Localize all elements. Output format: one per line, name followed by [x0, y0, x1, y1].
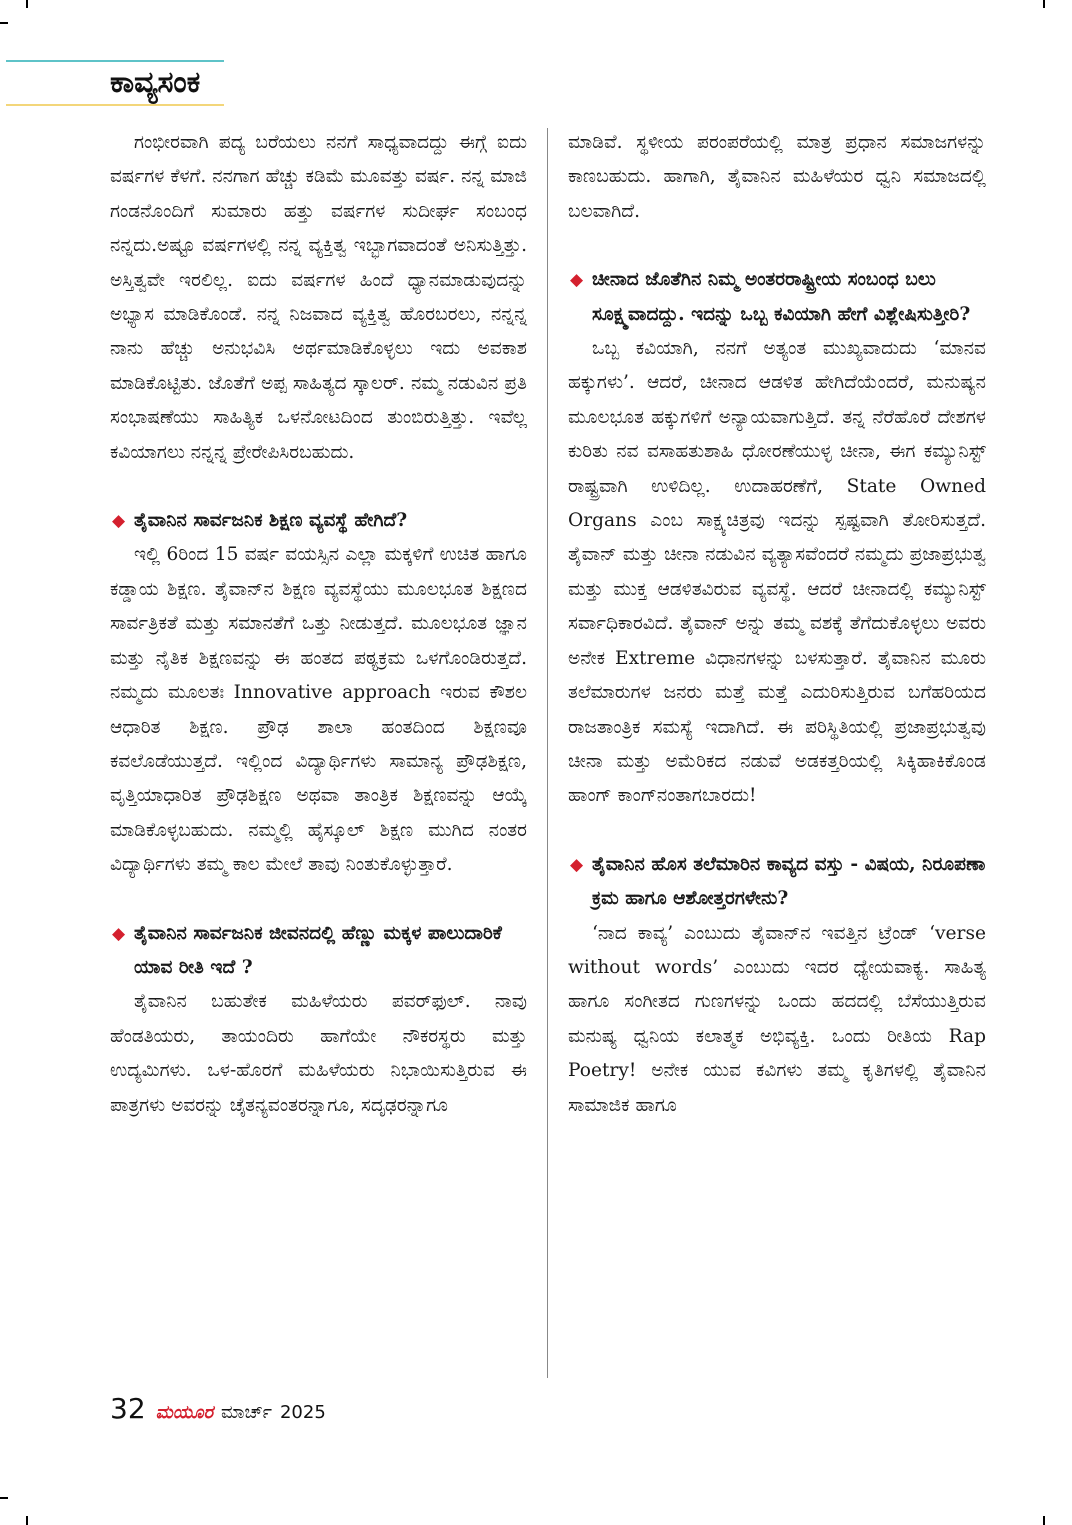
page-footer — [110, 1392, 326, 1432]
crop-mark — [1043, 1516, 1045, 1525]
answer-paragraph: ಇಲ್ಲಿ 6ರಿಂದ 15 ವರ್ಷ ವಯಸ್ಸಿನ ಎಲ್ಲಾ ಮಕ್ಕಳಿಗೆ ಉಚಿತ ಹಾಗೂ ಕಡ್ಡಾಯ ಶಿಕ್ಷಣ. ತೈವಾನ್‌ನ ಶಿಕ್ಷಣ ವ್ಯವಸ್ಥೆಯು ಮೂಲಭೂತ ಶಿಕ್ಷಣದ ಸಾರ್ವತ್ರಿಕತೆ ಮತ್ತು ಸಮಾನತೆಗೆ ಒತ್ತು ನೀಡುತ್ತದೆ. ಮೂಲಭೂತ ಜ್ಞಾನ ಮತ್ತು ನೈತಿಕ ಶಿಕ್ಷಣವನ್ನು ಈ ಹಂತದ ಪಠ್ಯಕ್ರಮ ಒಳಗೊಂಡಿರುತ್ತದೆ. ನಮ್ಮದು ಮೂಲತಃ Innovative approach ಇರುವ ಕೌಶಲ ಆಧಾರಿತ ಶಿಕ್ಷಣ. ಪ್ರೌಢ ಶಾಲಾ ಹಂತದಿಂದ ಶಿಕ್ಷಣವೂ ಕವಲೊಡೆಯುತ್ತದೆ. ಇಲ್ಲಿಂದ ವಿದ್ಯಾರ್ಥಿಗಳು ಸಾಮಾನ್ಯ ಪ್ರೌಢಶಿಕ್ಷಣ, ವೃತ್ತಿಯಾಧಾರಿತ ಪ್ರೌಢಶಿಕ್ಷಣ ಅಥವಾ ತಾಂತ್ರಿಕ ಶಿಕ್ಷಣವನ್ನು ಆಯ್ಕೆ ಮಾಡಿಕೊಳ್ಳಬಹುದು. ನಮ್ಮಲ್ಲಿ ಹೈಸ್ಕೂಲ್ ಶಿಕ್ಷಣ ಮುಗಿದ ನಂತರ ವಿದ್ಯಾರ್ಥಿಗಳು ತಮ್ಮ ಕಾಲ ಮೇಲೆ ತಾವು ನಿಂತುಕೊಳ್ಳುತ್ತಾರೆ. — [110, 544, 527, 876]
answer-paragraph-continued: ಮಾಡಿವೆ. ಸ್ಥಳೀಯ ಪರಂಪರೆಯಲ್ಲಿ ಮಾತ್ರ ಪ್ರಧಾನ ಸಮಾಜಗಳನ್ನು ಕಾಣಬಹುದು. ಹಾಗಾಗಿ, ತೈವಾನಿನ ಮಹಿಳೆಯರ ಧ್ವನಿ ಸಮಾಜದಲ್ಲಿ ಬಲವಾಗಿದೆ. — [568, 132, 986, 222]
question-heading — [568, 263, 986, 332]
question-heading — [568, 848, 986, 917]
crop-mark — [26, 0, 28, 8]
crop-mark — [26, 1516, 28, 1525]
page-number: 32 — [110, 1392, 146, 1425]
diamond-bullet-icon: ◆ — [570, 854, 584, 875]
question-text: ತೈವಾನಿನ ಸಾರ್ವಜನಿಕ ಶಿಕ್ಷಣ ವ್ಯವಸ್ಥೆ ಹೇಗಿದೆ? — [134, 510, 408, 532]
diamond-bullet-icon: ◆ — [112, 511, 126, 532]
issue-year: 2025 — [279, 1402, 326, 1423]
header-rule-bottom — [6, 104, 224, 106]
issue-month: ಮಾರ್ಚ್ — [221, 1402, 272, 1423]
question-heading — [110, 504, 527, 538]
crop-mark — [1043, 0, 1045, 8]
question-text: ತೈವಾನಿನ ಸಾರ್ವಜನಿಕ ಜೀವನದಲ್ಲಿ ಹೆಣ್ಣು ಮಕ್ಕಳ ಪಾಲುದಾರಿಕೆ ಯಾವ ರೀತಿ ಇದೆ ? — [134, 922, 502, 978]
left-column — [110, 126, 527, 1123]
right-column — [568, 126, 986, 1123]
answer-paragraph: ತೈವಾನಿನ ಬಹುತೇಕ ಮಹಿಳೆಯರು ಪವರ್‌ಫುಲ್. ನಾವು ಹೆಂಡತಿಯರು, ತಾಯಂದಿರು ಹಾಗೆಯೇ ನೌಕರಸ್ಥರು ಮತ್ತು ಉದ್ಯಮಿಗಳು. ಒಳ-ಹೊರಗೆ ಮಹಿಳೆಯರು ನಿಭಾಯಿಸುತ್ತಿರುವ ಈ ಪಾತ್ರಗಳು ಅವರನ್ನು ಚೈತನ್ಯವಂತರನ್ನಾಗೂ, ಸದೃಢರನ್ನಾಗೂ — [110, 991, 527, 1116]
answer-paragraph: ‘ನಾದ ಕಾವ್ಯ’ ಎಂಬುದು ತೈವಾನ್‌ನ ಇವತ್ತಿನ ಟ್ರೆಂಡ್ ‘verse without words’ ಎಂಬುದು ಇದರ ಧ್ಯೇಯವಾಕ್ಯ. ಸಾಹಿತ್ಯ ಹಾಗೂ ಸಂಗೀತದ ಗುಣಗಳನ್ನು ಒಂದು ಹದದಲ್ಲಿ ಬೆಸೆಯುತ್ತಿರುವ ಮನುಷ್ಯ ಧ್ವನಿಯ ಕಲಾತ್ಮಕ ಅಭಿವ್ಯಕ್ತಿ. ಒಂದು ರೀತಿಯ Rap Poetry! ಅನೇಕ ಯುವ ಕವಿಗಳು ತಮ್ಮ ಕೃತಿಗಳಲ್ಲಿ ತೈವಾನಿನ ಸಾಮಾಜಿಕ ಹಾಗೂ — [568, 922, 986, 1116]
question-heading — [110, 917, 527, 986]
section-title: ಕಾವ್ಯಸಂಕ — [110, 65, 201, 100]
crop-mark — [0, 1497, 8, 1499]
diamond-bullet-icon: ◆ — [570, 270, 584, 291]
question-text: ಚೀನಾದ ಜೊತೆಗಿನ ನಿಮ್ಮ ಅಂತರರಾಷ್ಟ್ರೀಯ ಸಂಬಂಧ ಬಲು ಸೂಕ್ಷ್ಮವಾದದ್ದು. ಇದನ್ನು ಒಬ್ಬ ಕವಿಯಾಗಿ ಹೇಗೆ ವಿಶ್ಲೇಷಿಸುತ್ತೀರಿ? — [592, 269, 971, 325]
answer-paragraph: ಒಬ್ಬ ಕವಿಯಾಗಿ, ನನಗೆ ಅತ್ಯಂತ ಮುಖ್ಯವಾದುದು ‘ಮಾನವ ಹಕ್ಕುಗಳು’. ಆದರೆ, ಚೀನಾದ ಆಡಳಿತ ಹೇಗಿದೆಯೆಂದರೆ, ಮನುಷ್ಯನ ಮೂಲಭೂತ ಹಕ್ಕುಗಳಿಗೆ ಅನ್ಯಾಯವಾಗುತ್ತಿದೆ. ತನ್ನ ನೆರೆಹೊರೆ ದೇಶಗಳ ಕುರಿತು ನವ ವಸಾಹತುಶಾಹಿ ಧೋರಣೆಯುಳ್ಳ ಚೀನಾ, ಈಗ ಕಮ್ಯುನಿಸ್ಟ್ ರಾಷ್ಟ್ರವಾಗಿ ಉಳಿದಿಲ್ಲ. ಉದಾಹರಣೆಗೆ, State Owned Organs ಎಂಬ ಸಾಕ್ಷ್ಯಚಿತ್ರವು ಇದನ್ನು ಸ್ಪಷ್ಟವಾಗಿ ತೋರಿಸುತ್ತದೆ. ತೈವಾನ್ ಮತ್ತು ಚೀನಾ ನಡುವಿನ ವ್ಯತ್ಯಾಸವೆಂದರೆ ನಮ್ಮದು ಪ್ರಜಾಪ್ರಭುತ್ವ ಮತ್ತು ಮುಕ್ತ ಆಡಳಿತವಿರುವ ವ್ಯವಸ್ಥೆ. ಆದರೆ ಚೀನಾದಲ್ಲಿ ಕಮ್ಯುನಿಸ್ಟ್ ಸರ್ವಾಧಿಕಾರವಿದೆ. ತೈವಾನ್ ಅನ್ನು ತಮ್ಮ ವಶಕ್ಕೆ ತೆಗೆದುಕೊಳ್ಳಲು ಅವರು ಅನೇಕ Extreme ವಿಧಾನಗಳನ್ನು ಬಳಸುತ್ತಾರೆ. ತೈವಾನಿನ ಮೂರು ತಲೆಮಾರುಗಳ ಜನರು ಮತ್ತೆ ಮತ್ತೆ ಎದುರಿಸುತ್ತಿರುವ ಬಗೆಹರಿಯದ ರಾಜತಾಂತ್ರಿಕ ಸಮಸ್ಯೆ ಇದಾಗಿದೆ. ಈ ಪರಿಸ್ಥಿತಿಯಲ್ಲಿ ಪ್ರಜಾಪ್ರಭುತ್ವವು ಚೀನಾ ಮತ್ತು ಅಮೆರಿಕದ ನಡುವೆ ಅಡಕತ್ತರಿಯಲ್ಲಿ ಸಿಕ್ಕಿಹಾಕಿಕೊಂಡ ಹಾಂಗ್ ಕಾಂಗ್‌ನಂತಾಗಬಾರದು! — [568, 338, 986, 807]
intro-paragraph: ಗಂಭೀರವಾಗಿ ಪದ್ಯ ಬರೆಯಲು ನನಗೆ ಸಾಧ್ಯವಾದದ್ದು ಈಗ್ಗೆ ಐದು ವರ್ಷಗಳ ಕೆಳಗೆ. ನನಗಾಗ ಹೆಚ್ಚು ಕಡಿಮೆ ಮೂವತ್ತು ವರ್ಷ. ನನ್ನ ಮಾಜಿ ಗಂಡನೊಂದಿಗೆ ಸುಮಾರು ಹತ್ತು ವರ್ಷಗಳ ಸುದೀರ್ಘ ಸಂಬಂಧ ನನ್ನದು.ಅಷ್ಟೂ ವರ್ಷಗಳಲ್ಲಿ ನನ್ನ ವ್ಯಕ್ತಿತ್ವ ಇಬ್ಭಾಗವಾದಂತೆ ಅನಿಸುತ್ತಿತ್ತು. ಅಸ್ತಿತ್ವವೇ ಇರಲಿಲ್ಲ. ಐದು ವರ್ಷಗಳ ಹಿಂದೆ ಧ್ಯಾನಮಾಡುವುದನ್ನು ಅಭ್ಯಾಸ ಮಾಡಿಕೊಂಡೆ. ನನ್ನ ನಿಜವಾದ ವ್ಯಕ್ತಿತ್ವ ಹೊರಬರಲು, ನನ್ನನ್ನ ನಾನು ಹೆಚ್ಚು ಅನುಭವಿಸಿ ಅರ್ಥಮಾಡಿಕೊಳ್ಳಲು ಇದು ಅವಕಾಶ ಮಾಡಿಕೊಟ್ಟಿತು. ಜೊತೆಗೆ ಅಪ್ಪ ಸಾಹಿತ್ಯದ ಸ್ಕಾಲರ್. ನಮ್ಮ ನಡುವಿನ ಪ್ರತಿ ಸಂಭಾಷಣೆಯು ಸಾಹಿತ್ಯಿಕ ಒಳನೋಟದಿಂದ ತುಂಬಿರುತ್ತಿತ್ತು. ಇವೆಲ್ಲ ಕವಿಯಾಗಲು ನನ್ನನ್ನ ಪ್ರೇರೇಪಿಸಿರಬಹುದು. — [110, 132, 527, 463]
header-rule-top — [6, 60, 224, 62]
crop-mark — [0, 22, 8, 24]
question-text: ತೈವಾನಿನ ಹೊಸ ತಲೆಮಾರಿನ ಕಾವ್ಯದ ವಸ್ತು - ವಿಷಯ, ನಿರೂಪಣಾ ಕ್ರಮ ಹಾಗೂ ಆಶೋತ್ತರಗಳೇನು? — [592, 853, 986, 910]
diamond-bullet-icon: ◆ — [112, 923, 126, 944]
column-divider — [547, 128, 548, 1378]
magazine-logo: ಮಯೂರ — [155, 1402, 214, 1423]
